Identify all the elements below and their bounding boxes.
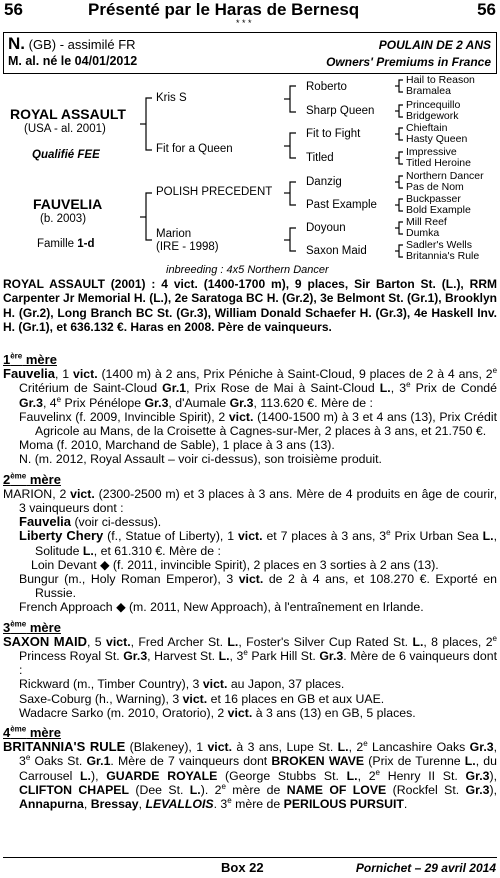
footer-rule <box>3 857 497 858</box>
gen2-sire-dam: Fit for a Queen <box>156 143 233 155</box>
footer-box: Box 22 <box>221 860 264 875</box>
gen2-sire-sire: Kris S <box>156 92 187 104</box>
gen4-5: Chieftain <box>406 122 448 134</box>
family-label: Famille <box>37 238 78 250</box>
gen4-12: Bold Example <box>406 204 471 216</box>
gen3-3: Fit to Fight <box>306 128 361 140</box>
produce-fauvelinx: Fauvelinx (f. 2009, Invincible Spirit), 2 vict. (1400-1500 m) à 3 et 4 ans (13), Prix Crédit Agricole au Mans, de la Croisette à Cagnes-sur-Mer, 2 places à 3 ans, et 21.750 €. <box>19 409 497 439</box>
produce-rickward: Rickward (m., Timber Country), 3 vict. au Japon, 37 places. <box>19 677 345 692</box>
gen3-5: Danzig <box>306 176 342 188</box>
gen3-2: Sharp Queen <box>306 105 375 117</box>
produce-fauvelia-ref: Fauvelia (voir ci-dessus). <box>19 514 162 530</box>
gen3-1: Roberto <box>306 81 347 93</box>
lot-origin: (GB) <box>28 37 57 52</box>
section-third-dam: 3ème mère <box>3 619 61 635</box>
page-title: Présenté par le Haras de Bernesq <box>88 0 360 19</box>
gen4-3: Princequillo <box>406 99 461 111</box>
gen4-15: Sadler's Wells <box>406 239 472 251</box>
sire-info: (USA - al. 2001) <box>24 123 106 135</box>
first-dam-fauvelia: Fauvelia, 1 vict. (1400 m) à 2 ans, Prix Péniche à Saint-Cloud, 9 places de 2 à 4 ans, 2e Critérium de Saint-Cloud Gr.1, Prix Rose de Mai à Saint-Cloud L., 3e Prix de Condé Gr.3, 4e Prix Pénélope Gr.3, d'Aumale Gr.3, 113.620 €. Mère de : <box>3 366 498 410</box>
produce-bungur: Bungur (m., Holy Roman Emperor), 3 vict. de 2 à 4 ans, et 108.270 €. Exporté en Russie. <box>19 572 497 601</box>
dam-info: (b. 2003) <box>40 213 87 225</box>
lot-status: - assimilé FR <box>56 37 136 52</box>
section-fourth-dam: 4ème mère <box>3 724 61 741</box>
gen4-8: Titled Heroine <box>406 157 471 169</box>
gen3-6: Past Example <box>306 199 377 211</box>
page-number-right: 56 <box>477 0 496 19</box>
gen4-11: Buckpasser <box>406 193 461 205</box>
first-dam-section <box>3 349 497 811</box>
gen4-1: Hail to Reason <box>406 74 475 86</box>
produce-saxe-coburg: Saxe-Coburg (h., Warning), 3 vict. et 16 places en GB et aux UAE. <box>19 691 385 706</box>
sire-summary: ROYAL ASSAULT (2001) : 4 vict. (1400-1700 m), 9 places, Sir Barton St. (L.), RRM Carpenter Jr Memorial H. (L.), 2e Saratoga BC H. (Gr.2), 3e Belmont St. (Gr.1), Brooklyn H. (Gr.2), Long Branch BC St. (Gr.3), William Donald Schaefer H. (Gr.3), 4e Haskell Inv. H. (Gr.1), et 636.132 €. Haras en 2008. Père de vainqueurs. <box>3 277 497 334</box>
dam-name: FAUVELIA <box>33 196 103 212</box>
gen3-7: Doyoun <box>306 222 346 234</box>
family-number: 1-d <box>77 238 95 250</box>
gen4-9: Northern Dancer <box>406 170 484 182</box>
gen2-dam-dam: Marion <box>156 228 192 240</box>
gen3-4: Titled <box>306 152 334 164</box>
second-dam-marion: MARION, 2 vict. (2300-2500 m) et 3 places à 3 ans. Mère de 4 produits en âge de courir, 3 vainqueurs dont : <box>3 486 497 516</box>
lot-sex-age: POULAIN DE 2 ANS <box>378 38 491 52</box>
gen2-dam-sire: POLISH PRECEDENT <box>156 186 273 198</box>
gen4-16: Britannia's Rule <box>406 250 480 262</box>
gen2-dam-dam-info: (IRE - 1998) <box>156 241 219 253</box>
produce-french-approach: French Approach ◆ (m. 2011, New Approach), à l'entraînement en Irlande. <box>19 600 424 615</box>
produce-liberty-chery: Liberty Chery (f., Statue of Liberty), 1 vict. et 7 places à 3 ans, 3e Prix Urban Sea L., Solitude L., et 61.310 €. Mère de : <box>19 528 497 558</box>
lot-birth: M. al. né le 04/01/2012 <box>8 54 138 68</box>
gen3-8: Saxon Maid <box>306 245 367 257</box>
produce-wadacre-sarko: Wadacre Sarko (m. 2010, Oratorio), 2 vict. à 3 ans (13) en GB, 5 places. <box>19 705 416 720</box>
inbreeding-note: inbreeding : 4x5 Northern Dancer <box>166 264 329 276</box>
section-first-dam: 1ère mère <box>3 351 57 367</box>
produce-moma: Moma (f. 2010, Marchand de Sable), 1 place à 3 ans (13). <box>19 438 335 453</box>
gen4-13: Mill Reef <box>406 216 447 228</box>
lot-name: N. <box>8 34 25 53</box>
sire-note: Qualifié FEE <box>32 149 100 161</box>
gen4-2: Bramalea <box>406 85 451 97</box>
lot-program: Owners' Premiums in France <box>326 55 491 69</box>
produce-loin-devant: Loin Devant ◆ (f. 2011, invincible Spirit), 2 places en 3 sorties à 2 ans (13). <box>31 557 439 572</box>
sire-name: ROYAL ASSAULT <box>10 106 126 122</box>
third-dam-saxon-maid: SAXON MAID, 5 vict., Fred Archer St. L., Foster's Silver Cup Rated St. L., 8 places, 2e Princess Royal St. Gr.3, Harvest St. L., 3e Park Hill St. Gr.3. Mère de 6 vainqueurs dont : <box>3 633 497 678</box>
section-second-dam: 2ème mère <box>3 471 61 487</box>
gen4-14: Dumka <box>406 227 440 239</box>
gen4-4: Bridgework <box>406 110 459 122</box>
page-number-left: 56 <box>4 0 23 19</box>
family-line <box>37 238 95 250</box>
footer-location-date: Pornichet – 29 avril 2014 <box>355 861 496 875</box>
produce-n: N. (m. 2012, Royal Assault – voir ci-dessus), son troisième produit. <box>19 452 382 467</box>
fourth-dam-britannias-rule: BRITANNIA'S RULE (Blakeney), 1 vict. à 3 ans, Lupe St. L., 2e Lancashire Oaks Gr.3, 3e Oaks St. Gr.1. Mère de 7 vainqueurs dont BROKEN WAVE (Prix de Turenne L., du Carrousel L.), GUARDE ROYALE (George Stubbs St. L., 2e Henry II St. Gr.3), CLIFTON CHAPEL (Dee St. L.). 2e mère de NAME OF LOVE (Rockfel St. Gr.3), Annapurna, Bressay, LEVALLOIS. 3e mère de PERILOUS PURSUIT. <box>3 739 498 812</box>
header-stars: * * * <box>236 18 252 28</box>
gen4-6: Hasty Queen <box>406 133 468 145</box>
gen4-10: Pas de Nom <box>406 181 464 193</box>
gen4-7: Impressive <box>406 146 457 158</box>
